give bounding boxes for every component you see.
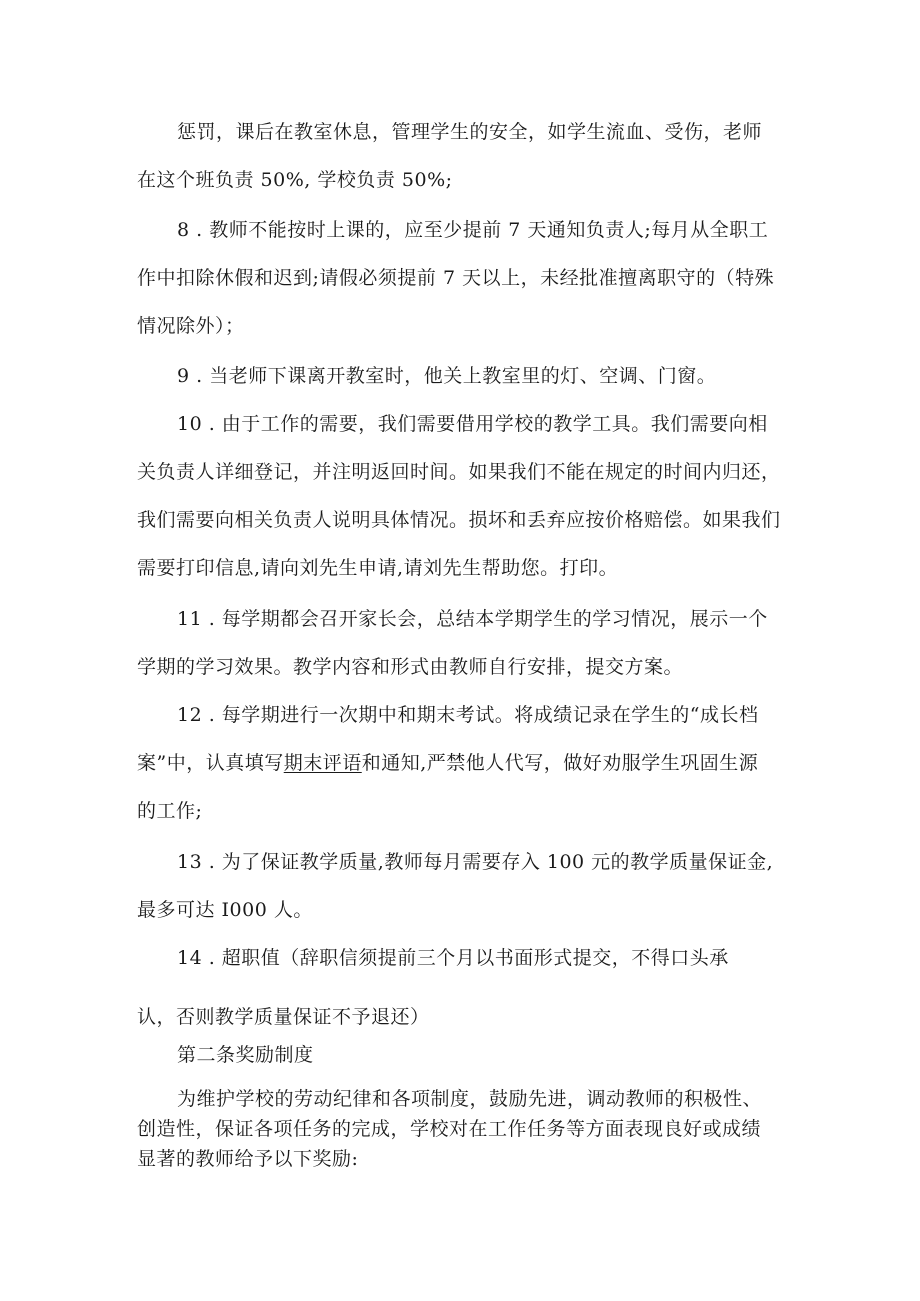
- paragraph-item-11: [137, 595, 797, 691]
- underlined-term: 期末评语: [283, 752, 362, 774]
- text-line: 11 . 每学期都会召开家长会，总结本学期学生的学习情况，展示一个: [177, 608, 768, 630]
- text-line: 最多可达 I000 人。: [137, 899, 313, 921]
- text-segment: 案”中，认真填写: [137, 752, 284, 774]
- paragraph-item-13: [137, 838, 797, 934]
- paragraph-7-continued: [137, 108, 797, 204]
- text-line: 情况除外）；: [137, 315, 245, 337]
- text-line: 显著的教师给予以下奖励:: [137, 1148, 359, 1170]
- text-line: 的工作;: [137, 800, 203, 822]
- text-line: 10 . 由于工作的需要，我们需要借用学校的教学工具。我们需要向相: [177, 413, 768, 435]
- text-line: 14 . 超职值（辞职信须提前三个月以书面形式提交，不得口头承: [177, 947, 729, 969]
- text-line: 12 . 每学期进行一次期中和期末考试。将成绩记录在学生的“成长档: [177, 704, 759, 726]
- section-heading: [137, 1040, 797, 1070]
- paragraph-item-12: [137, 691, 797, 835]
- text-line: 学期的学习效果。教学内容和形式由教师自行安排，提交方案。: [137, 656, 684, 678]
- text-line: 创造性，保证各项任务的完成，学校对在工作任务等方面表现良好或成绩: [137, 1118, 762, 1140]
- text-line: 在这个班负责 50%, 学校负责 50%;: [137, 169, 453, 191]
- text-line: [137, 739, 797, 787]
- paragraph-item-10: [137, 400, 797, 592]
- text-line: 惩罚，课后在教室休息，管理学生的安全，如学生流血、受伤，老师: [177, 121, 763, 143]
- text-line: 关负责人详细登记，并注明返回时间。如果我们不能在规定的时间内归还，: [137, 461, 781, 483]
- paragraph-item-8: [137, 206, 797, 350]
- text-line: 9 . 当老师下课离开教室时，他关上教室里的灯、空调、门窗。: [177, 365, 717, 387]
- text-segment: 和通知,严禁他人代写，做好劝服学生巩固生源: [361, 752, 759, 774]
- paragraph-item-14-continued: [137, 993, 797, 1041]
- text-line: 13 . 为了保证教学质量,教师每月需要存入 100 元的教学质量保证金,: [177, 851, 774, 873]
- heading-text: 第二条奖励制度: [177, 1044, 314, 1066]
- text-line: 需要打印信息,请向刘先生申请,请刘先生帮助您。打印。: [137, 557, 619, 579]
- text-line: 我们需要向相关负责人说明具体情况。损坏和丢弃应按价格赔偿。如果我们: [137, 509, 781, 531]
- text-line: 认，否则教学质量保证不予退还）: [137, 1006, 430, 1028]
- text-line: 8 . 教师不能按时上课的，应至少提前 7 天通知负责人;每月从全职工: [177, 219, 769, 241]
- paragraph-item-14: [137, 934, 797, 982]
- text-line: 为维护学校的劳动纪律和各项制度，鼓励先进，调动教师的积极性、: [177, 1088, 763, 1110]
- paragraph-reward-intro: [137, 1084, 797, 1174]
- paragraph-item-9: [137, 352, 797, 400]
- text-line: 作中扣除休假和迟到;请假必须提前 7 天以上，未经批准擅离职守的（特殊: [137, 267, 775, 289]
